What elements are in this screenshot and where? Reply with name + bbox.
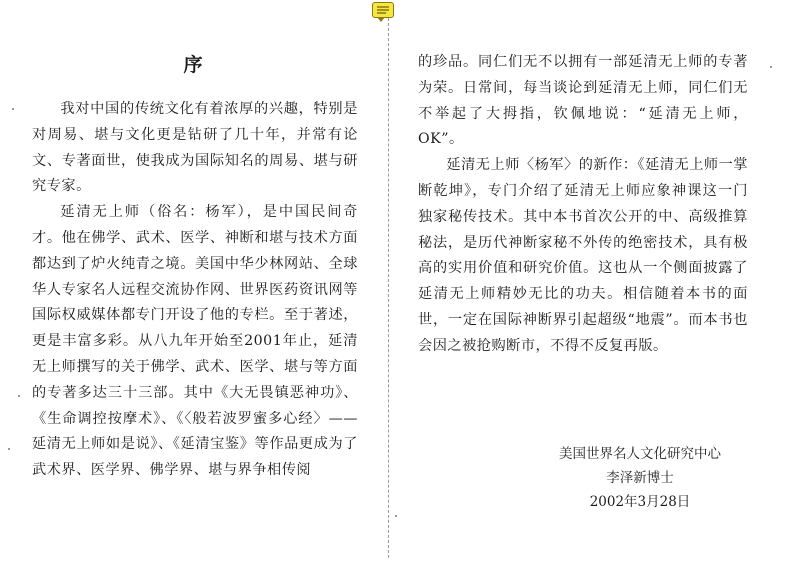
paragraph-3: 延清无上师〈杨军〉的新作：《延清无上师一掌断乾坤》，专门介绍了延清无上师应象神课这一门独家秘传技术。其中本书首次公开的中、高级推算秘法，是历代神断家秘不外传的绝密技术，具有极高的实用价值和研究价值。这也从一个侧面披露了延清无上师精妙无比的功夫。相信随着本书的面世，一定在国际神断界引起超级“地震”。而本书也会因之被抢购断市，不得不反复再版。 bbox=[418, 157, 748, 354]
paragraph-2-continued: 的珍品。同仁们无不以拥有一部延清无上师的专著为荣。日常间，每当谈论到延清无上师，同仁们无不举起了大拇指，钦佩地说：“延清无上师，OK”。 bbox=[418, 54, 748, 148]
right-page-body bbox=[418, 50, 748, 360]
left-page bbox=[0, 0, 388, 562]
left-page-body bbox=[32, 97, 358, 484]
scan-speck bbox=[8, 448, 10, 450]
scan-speck bbox=[395, 515, 397, 517]
signature-block bbox=[540, 442, 740, 514]
paragraph-2: 延清无上师（俗名：杨军），是中国民间奇才。他在佛学、武术、医学、神断和堪与技术方面都达到了炉火纯青之境。美国中华少林网站、全球华人专家名人远程交流协作网、世界医药资讯网等国际权威媒体都专门开设了他的专栏。至于著述，更是丰富多彩。从八九年开始至2001年止，延清无上师撰写的关于佛学、武术、医学、堪与等方面的专著多达三十三部。其中《大无畏镇恶神功》、《生命调控按摩术》、《〈般若波罗蜜多心经〉——延清无上师如是说》、《延清宝鉴》等作品更成为了武术界、医学界、佛学界、堪与界争相传阅 bbox=[32, 204, 358, 479]
paragraph-1: 我对中国的传统文化有着浓厚的兴趣，特别是对周易、堪与文化更是钻研了几十年，并常有论文、专著面世，使我成为国际知名的周易、堪与研究专家。 bbox=[32, 101, 358, 195]
book-spine-divider bbox=[388, 18, 389, 558]
signature-date: 2002年3月28日 bbox=[589, 494, 691, 510]
right-page bbox=[390, 0, 793, 562]
scan-speck bbox=[12, 108, 14, 110]
page-title: 序 bbox=[183, 54, 205, 76]
scan-speck bbox=[18, 395, 20, 397]
signature-author: 李泽新博士 bbox=[606, 470, 674, 486]
signature-organization: 美国世界名人文化研究中心 bbox=[559, 446, 721, 462]
scan-speck bbox=[770, 66, 772, 68]
